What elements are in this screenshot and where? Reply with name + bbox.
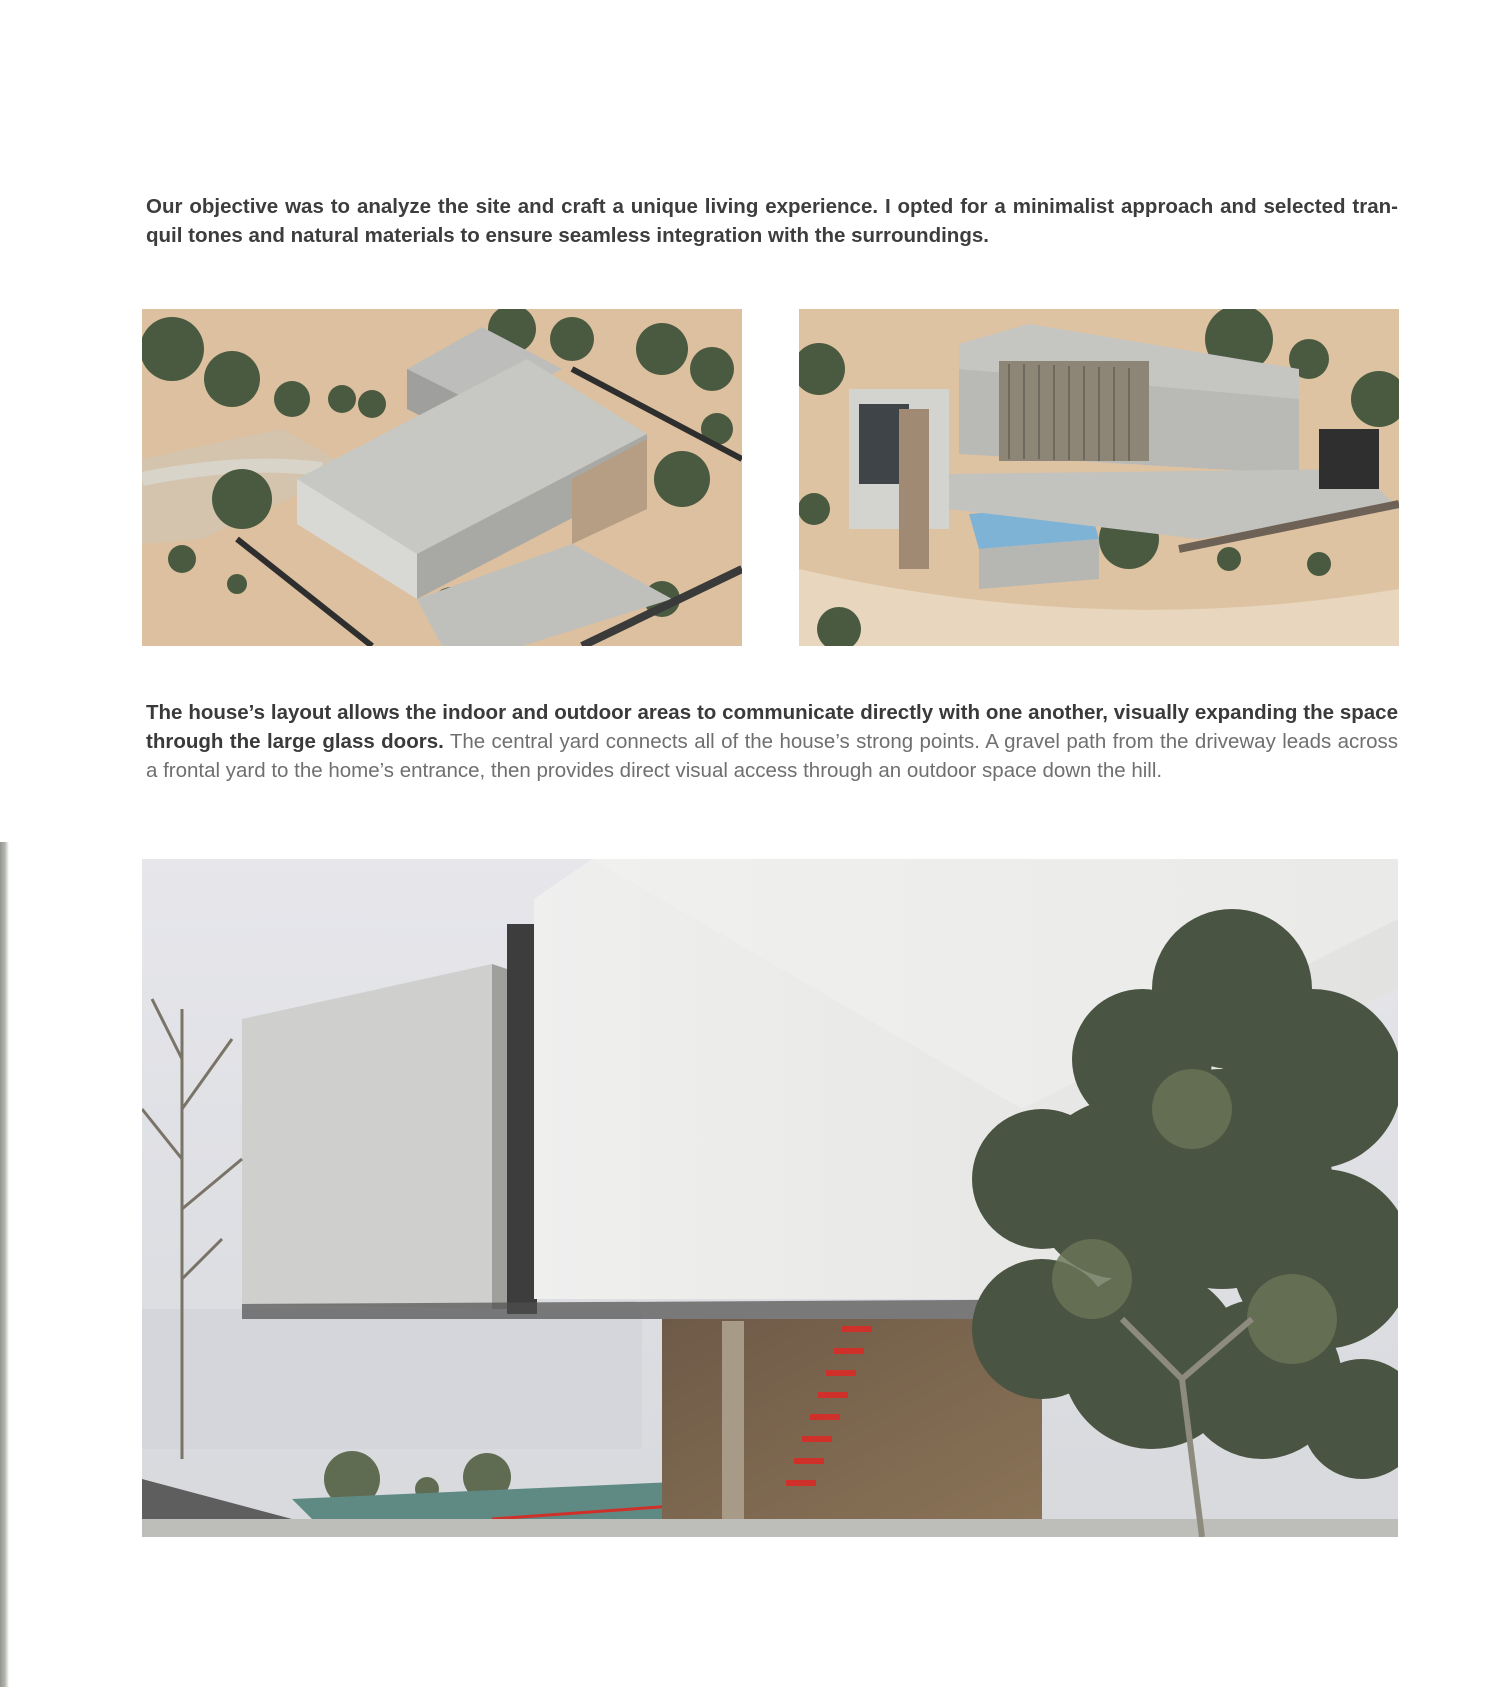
layout-paragraph	[146, 698, 1398, 785]
aerial-house-render-image	[142, 309, 742, 646]
intro-paragraph: Our objective was to analyze the site and craft a unique living experience. I opted for a minimalist approach and selected tran-quil tones and natural materials to ensure seamless integration with the surroundings.	[146, 195, 1398, 247]
cantilever-house-render-image	[142, 859, 1398, 1537]
layout-paragraph-bold: The house’s layout allows the indoor and outdoor areas to communicate directly with one another, visually expanding the space through the large glass doors.	[146, 701, 1398, 753]
aerial-pool-house-render-image	[799, 309, 1399, 646]
left-edge-image-strip	[0, 842, 9, 1687]
layout-paragraph-regular: The central yard connects all of the house’s strong points. A gravel path from the driveway leads across a frontal yard to the home’s entrance, then provides direct visual access through an outdoor space down the hill.	[146, 730, 1398, 782]
